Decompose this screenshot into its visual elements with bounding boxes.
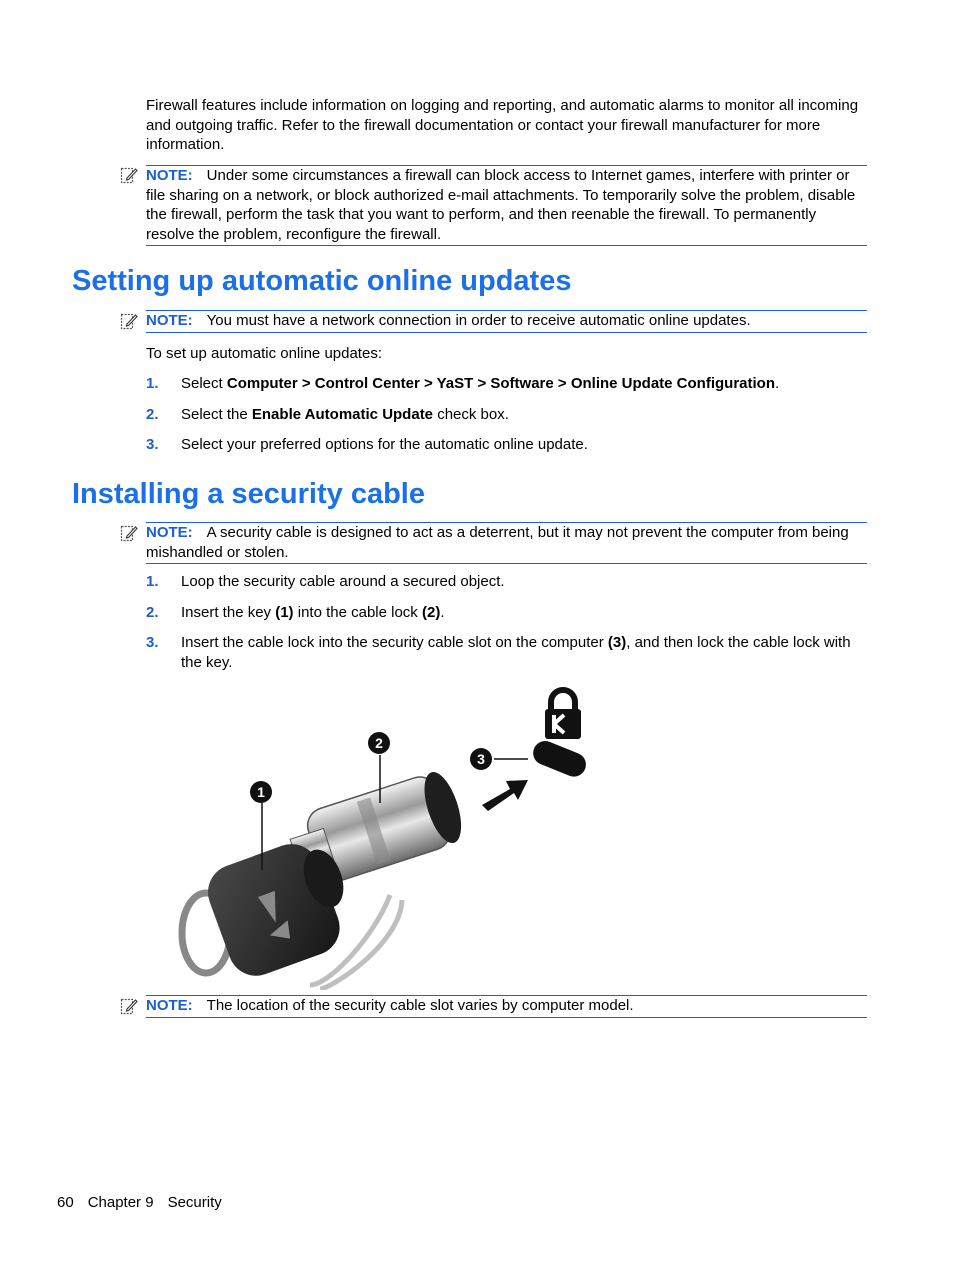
note-text: You must have a network connection in order to receive automatic online updates. xyxy=(206,312,751,329)
step-number: 3. xyxy=(146,634,159,651)
arrow-icon xyxy=(482,780,528,811)
note-icon xyxy=(120,524,138,542)
intro-paragraph: Firewall features include information on logging and reporting, and automatic alarms to monitor all incoming and outgoing traffic. Refer to the firewall documentation or contact your firewall manufacturer for more information. xyxy=(146,97,859,153)
note-slot-location xyxy=(146,995,867,1018)
step-number: 1. xyxy=(146,375,159,392)
step-text: Select your preferred options for the automatic online update. xyxy=(181,436,588,453)
step-number: 2. xyxy=(146,604,159,621)
step-text: Insert the cable lock into the security cable slot on the computer (3), and then lock the cable lock with the key. xyxy=(181,634,851,671)
step-text: Select Computer > Control Center > YaST > Software > Online Update Configuration. xyxy=(181,375,780,392)
step-text: Insert the key (1) into the cable lock (2). xyxy=(181,604,445,621)
note-label: NOTE: xyxy=(146,997,193,1014)
callout-3-label: 3 xyxy=(477,751,485,767)
step-text: Loop the security cable around a secured object. xyxy=(181,573,505,590)
step-number: 1. xyxy=(146,573,159,590)
security-cable-illustration xyxy=(170,685,600,990)
note-icon xyxy=(120,166,138,184)
page-number: 60 xyxy=(57,1194,74,1211)
note-firewall xyxy=(146,165,867,246)
step-number: 2. xyxy=(146,406,159,423)
note-label: NOTE: xyxy=(146,312,193,329)
security-slot xyxy=(530,737,590,780)
note-label: NOTE: xyxy=(146,167,193,184)
note-label: NOTE: xyxy=(146,524,193,541)
heading-security-cable: Installing a security cable xyxy=(72,478,425,510)
note-network xyxy=(146,310,867,333)
note-text: Under some circumstances a firewall can block access to Internet games, interfere with printer or file sharing on a network, or block authorized e-mail attachments. To temporarily solve the problem, disable the firewall, perform the task that you want to perform, and then reenable the firewall. To permanently resolve the problem, reconfigure the firewall. xyxy=(146,167,856,243)
note-deterrent xyxy=(146,522,867,564)
heading-automatic-updates: Setting up automatic online updates xyxy=(72,265,572,297)
note-icon xyxy=(120,997,138,1015)
note-text: A security cable is designed to act as a deterrent, but it may not prevent the computer from being mishandled or stolen. xyxy=(146,524,849,561)
chapter-label: Chapter 9 xyxy=(87,1194,154,1211)
updates-lead: To set up automatic online updates: xyxy=(146,345,382,362)
page-footer xyxy=(57,1193,236,1213)
callout-1-label: 1 xyxy=(257,784,265,800)
callout-2-label: 2 xyxy=(375,735,383,751)
step-number: 3. xyxy=(146,436,159,453)
lock-symbol-icon xyxy=(545,690,581,739)
note-text: The location of the security cable slot varies by computer model. xyxy=(206,997,634,1014)
note-icon xyxy=(120,312,138,330)
step-text: Select the Enable Automatic Update check box. xyxy=(181,406,509,423)
chapter-title: Security xyxy=(167,1194,222,1211)
